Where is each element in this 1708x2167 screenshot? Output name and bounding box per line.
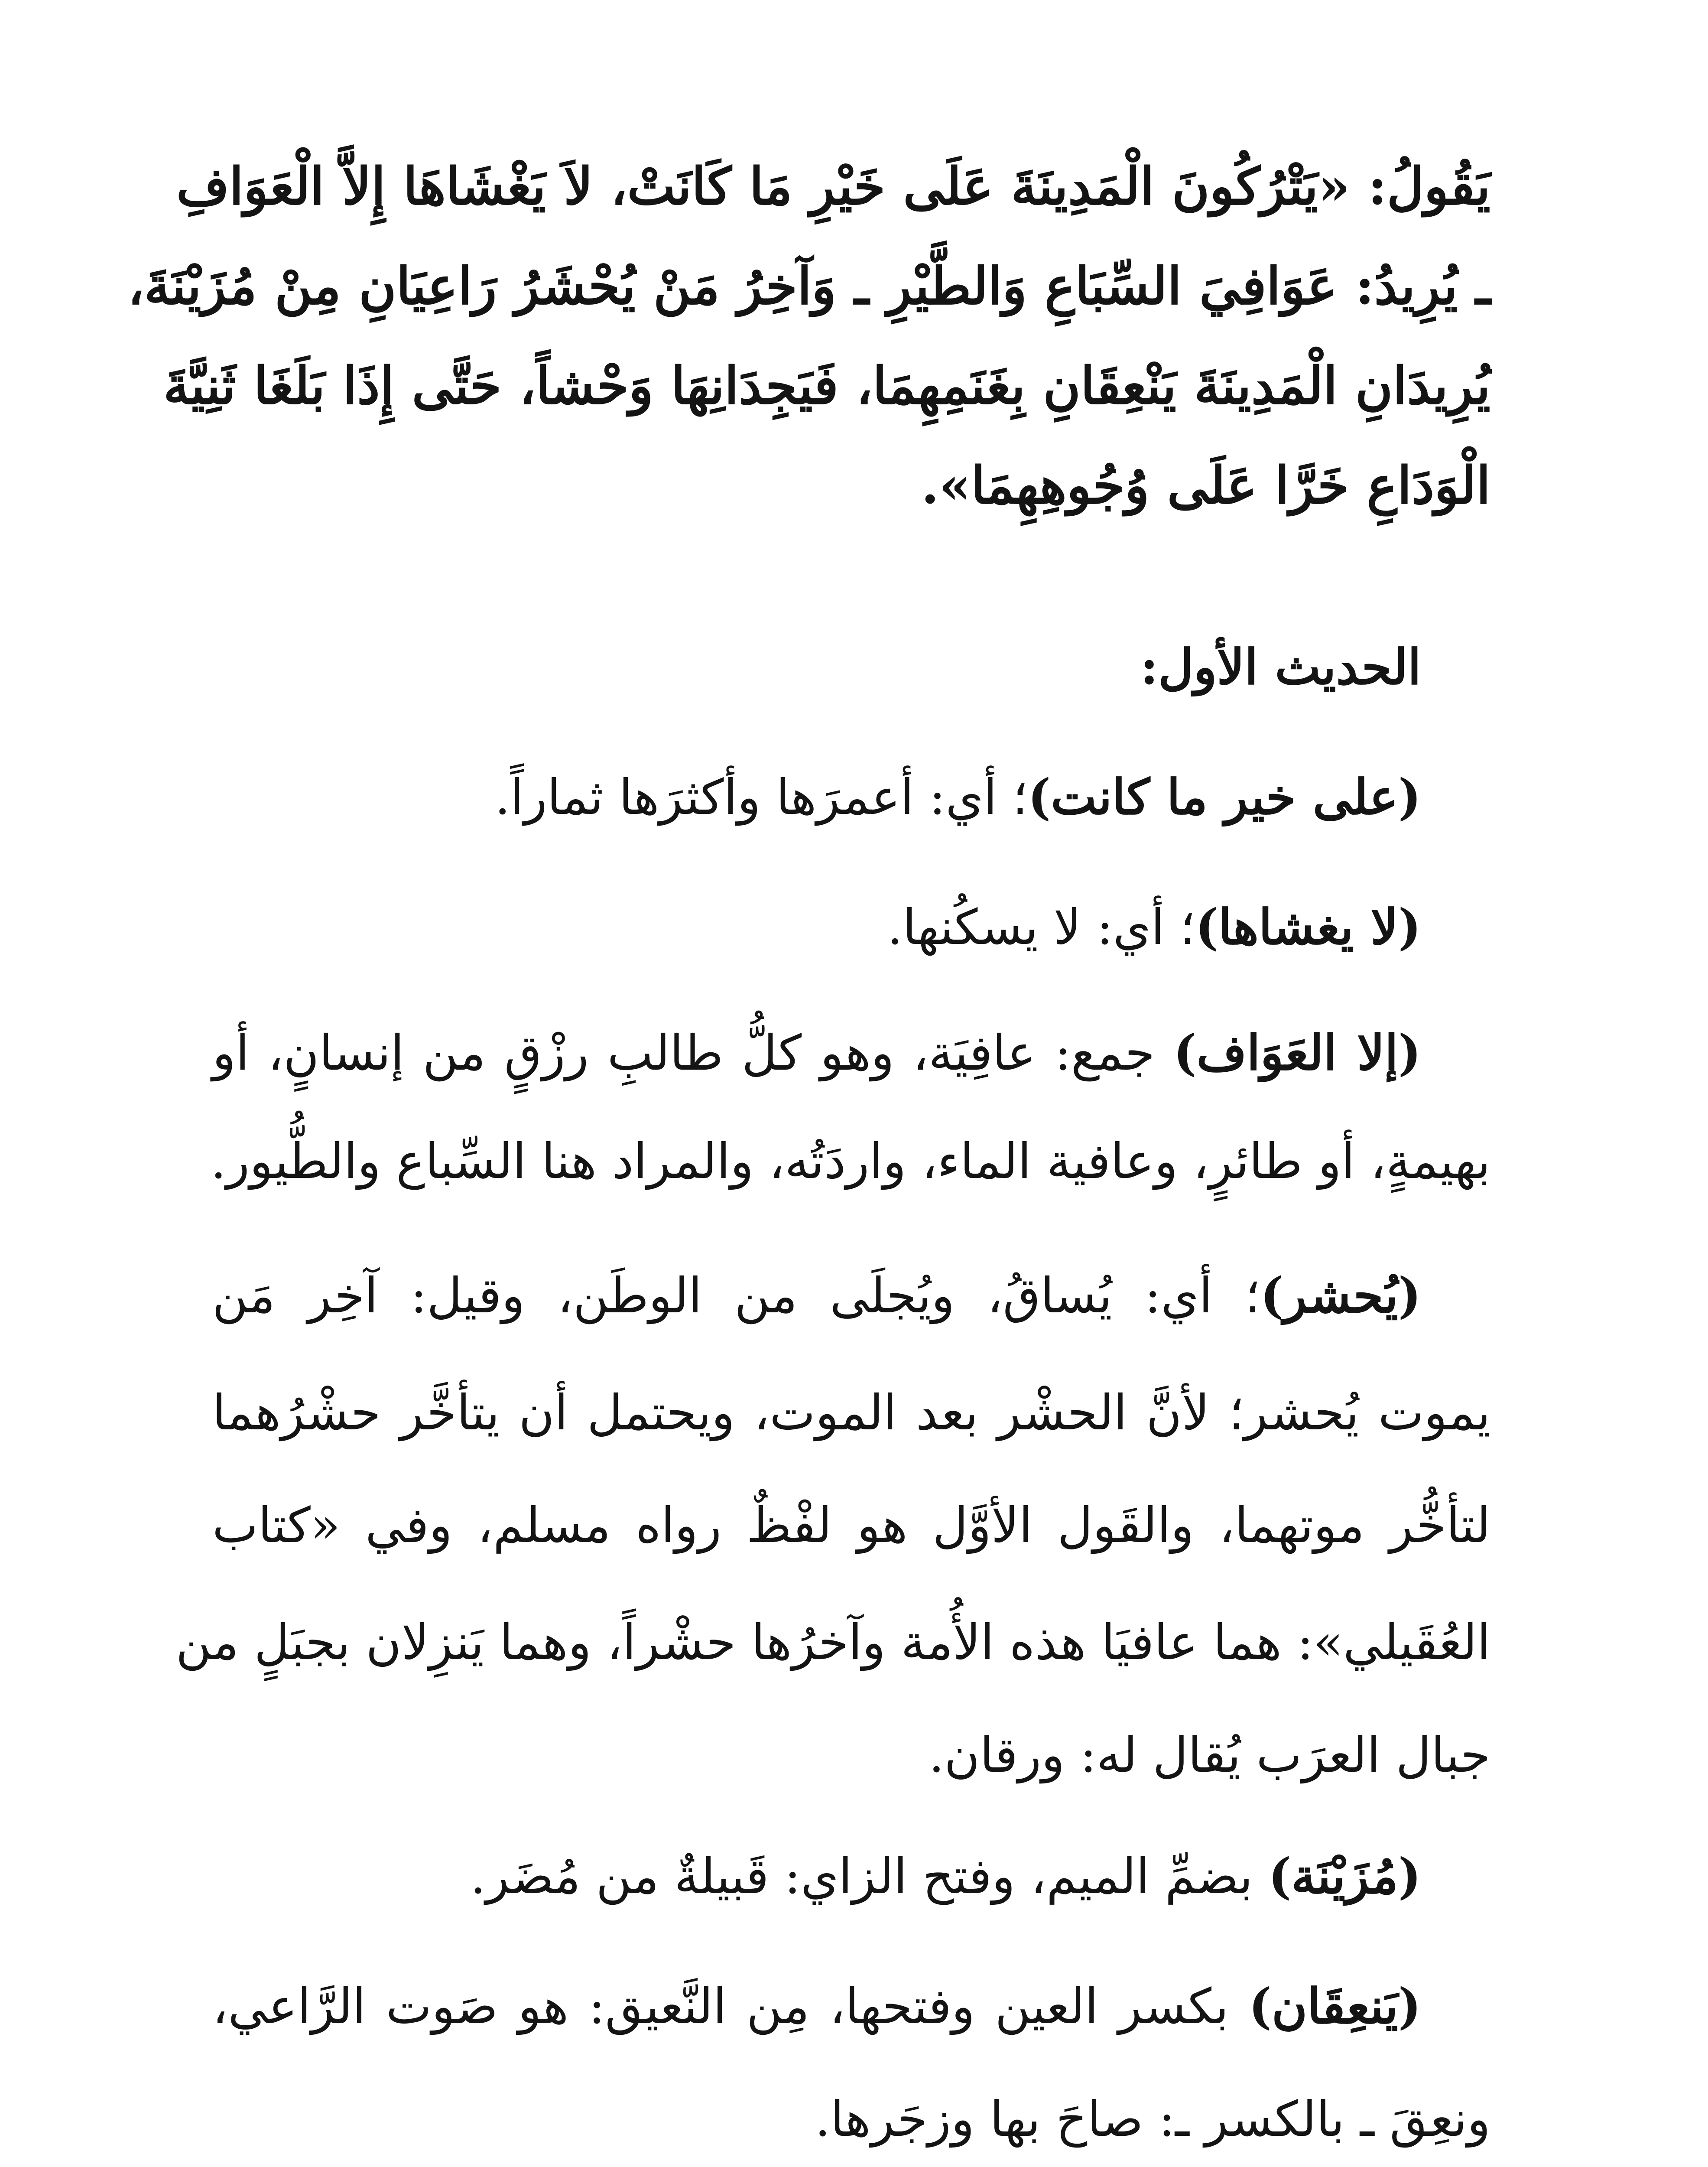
note-1-term: (على خير ما كانت) bbox=[1028, 769, 1421, 826]
section-heading: الحديث الأول: bbox=[1140, 639, 1421, 696]
note-4-line-5: جبال العرَب يُقال له: ورقان. bbox=[929, 1727, 1490, 1783]
note-5-term: (مُزَيْنَة) bbox=[1268, 1848, 1421, 1905]
note-3-line-2: بهيمةٍ، أو طائرٍ، وعافية الماء، واردَتُه، والمراد هنا السِّباع والطُّيور. bbox=[211, 1133, 1490, 1190]
hadith-line-2: ـ يُرِيدُ: عَوَافِيَ السِّبَاعِ وَالطَّيْرِ ـ وَآخِرُ مَنْ يُحْشَرُ رَاعِيَانِ مِنْ مُزَيْنَةَ، bbox=[127, 256, 1490, 316]
note-3-text: جمع: عافِيَة، وهو كلُّ طالبِ رزْقٍ من إنسانٍ، أو bbox=[212, 1025, 1174, 1081]
note-4-line-2: يموت يُحشر؛ لأنَّ الحشْر بعد الموت، ويحتمل أن يتأخَّر حشْرُهما bbox=[212, 1385, 1490, 1441]
note-2-term: (لا يغشاها) bbox=[1195, 899, 1421, 956]
note-2-text: ؛ أي: لا يسكُنها. bbox=[887, 899, 1195, 956]
note-4-text: ؛ أي: يُساقُ، ويُجلَى من الوطَن، وقيل: آخِر مَن bbox=[212, 1268, 1260, 1324]
note-6-term: (يَنعِقَان) bbox=[1248, 1978, 1421, 2035]
note-3-term: (إلا العَوَاف) bbox=[1173, 1025, 1421, 1081]
note-6-line-2: ونعِقَ ـ بالكسر ـ: صاحَ بها وزجَرها. bbox=[815, 2091, 1490, 2147]
note-6-text: بكسر العين وفتحها، مِن النَّعيق: هو صَوت الرَّاعي، bbox=[212, 1978, 1249, 2035]
note-3-line-1 bbox=[212, 1010, 1490, 1097]
note-4-line-1 bbox=[212, 1253, 1490, 1339]
note-5 bbox=[212, 1833, 1490, 1920]
note-5-text: بضمِّ الميم، وفتح الزاي: قَبيلةٌ من مُضَر. bbox=[470, 1848, 1269, 1905]
hadith-line-1: يَقُولُ: «يَتْرُكُونَ الْمَدِينَةَ عَلَى خَيْرِ مَا كَانَتْ، لاَ يَغْشَاهَا إِلاَّ الْعَوَافِ bbox=[176, 156, 1490, 216]
hadith-line-3: يُرِيدَانِ الْمَدِينَةَ يَنْعِقَانِ بِغَنَمِهِمَا، فَيَجِدَانِهَا وَحْشاً، حَتَّى إِذَا بَلَغَا ثَنِيَّةَ bbox=[163, 355, 1490, 416]
note-2 bbox=[212, 884, 1490, 971]
note-4-line-4: العُقَيلي»: هما عافيَا هذه الأُمة وآخرُها حشْراً، وهما يَنزِلان بجبَلٍ من bbox=[175, 1614, 1490, 1671]
note-1 bbox=[212, 754, 1490, 841]
note-4-line-3: لتأخُّر موتهما، والقَول الأوَّل هو لفْظٌ رواه مسلم، وفي «كتاب bbox=[212, 1497, 1490, 1554]
note-6-line-1 bbox=[212, 1963, 1490, 2050]
note-4-term: (يُحشر) bbox=[1260, 1267, 1421, 1324]
note-1-text: ؛ أي: أعمرَها وأكثرَها ثماراً. bbox=[494, 769, 1028, 826]
hadith-line-4: الْوَدَاعِ خَرَّا عَلَى وُجُوهِهِمَا». bbox=[921, 455, 1490, 515]
